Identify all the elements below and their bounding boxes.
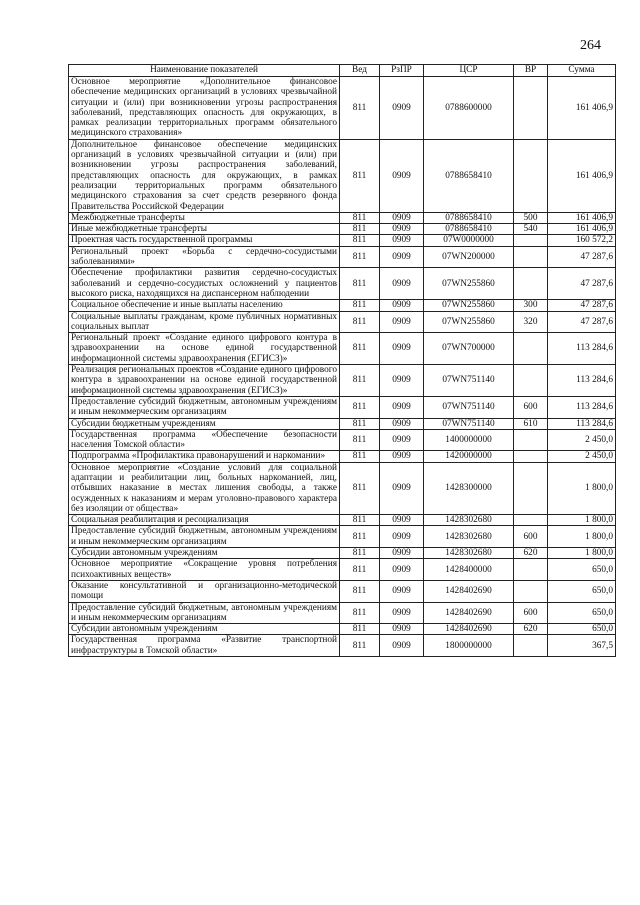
row-rzpr-cell: 0909: [380, 580, 424, 602]
row-sum-cell: 160 572,2: [548, 235, 616, 246]
row-name-cell: Социальные выплаты гражданам, кроме публичных нормативных социальных выплат: [69, 311, 340, 333]
table-row: [69, 462, 616, 514]
row-rzpr-cell: 0909: [380, 224, 424, 235]
row-name-cell: Проектная часть государственной программы: [69, 235, 340, 246]
row-sum-cell: 650,0: [548, 559, 616, 581]
table-row: [69, 268, 616, 300]
row-name-cell: Предоставление субсидий бюджетным, автономным учреждениям и иным некоммерческим организациям: [69, 526, 340, 548]
row-name-cell: Государственная программа «Обеспечение безопасности населения Томской области»: [69, 429, 340, 451]
row-csr-cell: 1428302680: [424, 526, 514, 548]
row-name-cell: Государственная программа «Развитие транспортной инфраструктуры в Томской области»: [69, 635, 340, 657]
row-rzpr-cell: 0909: [380, 429, 424, 451]
row-vr-cell: 620: [514, 624, 548, 635]
row-rzpr-cell: 0909: [380, 77, 424, 140]
row-ved-cell: 811: [340, 311, 380, 333]
row-csr-cell: 1428400000: [424, 559, 514, 581]
row-ved-cell: 811: [340, 300, 380, 311]
row-ved-cell: 811: [340, 212, 380, 223]
row-vr-cell: [514, 246, 548, 268]
row-sum-cell: 1 800,0: [548, 548, 616, 559]
row-csr-cell: 0788658410: [424, 139, 514, 212]
row-csr-cell: 1420000000: [424, 451, 514, 462]
row-sum-cell: 161 406,9: [548, 224, 616, 235]
row-vr-cell: 620: [514, 548, 548, 559]
table-row: [69, 418, 616, 429]
row-csr-cell: 0788658410: [424, 224, 514, 235]
row-vr-cell: 610: [514, 418, 548, 429]
row-sum-cell: 113 284,6: [548, 418, 616, 429]
row-sum-cell: 161 406,9: [548, 139, 616, 212]
row-csr-cell: 07WN751140: [424, 365, 514, 397]
row-name-cell: Предоставление субсидий бюджетным, автономным учреждениям и иным некоммерческим организациям: [69, 396, 340, 418]
row-rzpr-cell: 0909: [380, 212, 424, 223]
row-sum-cell: 1 800,0: [548, 526, 616, 548]
row-ved-cell: 811: [340, 559, 380, 581]
table-row: [69, 212, 616, 223]
row-name-cell: Дополнительное финансовое обеспечение медицинских организаций в условиях чрезвычайной ситуации и (или) при возникновении угрозы распространения заболеваний, представляющих опасность для окружающих, в рамках реализации территориальных программ обязательного медицинского страхования за счет средств резервного фонда Правительства Российской Федерации: [69, 139, 340, 212]
row-rzpr-cell: 0909: [380, 300, 424, 311]
row-csr-cell: 07WN751140: [424, 396, 514, 418]
row-rzpr-cell: 0909: [380, 246, 424, 268]
table-row: [69, 580, 616, 602]
header-csr: ЦСР: [424, 65, 514, 77]
header-ved: Вед: [340, 65, 380, 77]
row-name-cell: Основное мероприятие «Дополнительное финансовое обеспечение медицинских организаций в условиях чрезвычайной ситуации и (или) при возникновении угрозы распространения заболеваний, представляющих опасность для окружающих, в рамках реализации территориальных программ обязательного медицинского страхования»: [69, 77, 340, 140]
row-sum-cell: 161 406,9: [548, 212, 616, 223]
row-name-cell: Региональный проект «Борьба с сердечно-сосудистыми заболеваниями»: [69, 246, 340, 268]
row-vr-cell: 300: [514, 300, 548, 311]
row-rzpr-cell: 0909: [380, 418, 424, 429]
row-csr-cell: 1428300000: [424, 462, 514, 514]
row-sum-cell: 47 287,6: [548, 246, 616, 268]
table-row: [69, 635, 616, 657]
row-rzpr-cell: 0909: [380, 624, 424, 635]
table-header-row: [69, 65, 616, 77]
table-row: [69, 311, 616, 333]
row-csr-cell: 0788600000: [424, 77, 514, 140]
table-row: [69, 235, 616, 246]
table-row: [69, 624, 616, 635]
row-csr-cell: 07WN255860: [424, 311, 514, 333]
table-row: [69, 224, 616, 235]
page-number: 264: [580, 38, 601, 53]
row-ved-cell: 811: [340, 602, 380, 624]
row-sum-cell: 650,0: [548, 624, 616, 635]
row-rzpr-cell: 0909: [380, 635, 424, 657]
row-vr-cell: [514, 333, 548, 365]
row-vr-cell: 540: [514, 224, 548, 235]
row-csr-cell: 07WN700000: [424, 333, 514, 365]
table-row: [69, 526, 616, 548]
row-sum-cell: 367,5: [548, 635, 616, 657]
table-row: [69, 139, 616, 212]
table-row: [69, 429, 616, 451]
row-ved-cell: 811: [340, 429, 380, 451]
row-sum-cell: 113 284,6: [548, 365, 616, 397]
header-rzpr: РзПР: [380, 65, 424, 77]
row-sum-cell: 161 406,9: [548, 77, 616, 140]
row-vr-cell: 600: [514, 396, 548, 418]
row-vr-cell: 500: [514, 212, 548, 223]
table-row: [69, 548, 616, 559]
row-ved-cell: 811: [340, 624, 380, 635]
table-row: [69, 333, 616, 365]
row-ved-cell: 811: [340, 418, 380, 429]
table-row: [69, 602, 616, 624]
row-rzpr-cell: 0909: [380, 548, 424, 559]
row-ved-cell: 811: [340, 235, 380, 246]
row-ved-cell: 811: [340, 515, 380, 526]
row-vr-cell: [514, 451, 548, 462]
row-name-cell: Региональный проект «Создание единого цифрового контура в здравоохранении на основе единой государственной информационной системы здравоохранения (ЕГИСЗ)»: [69, 333, 340, 365]
budget-table: [68, 64, 616, 657]
row-ved-cell: 811: [340, 333, 380, 365]
row-name-cell: Иные межбюджетные трансферты: [69, 224, 340, 235]
row-rzpr-cell: 0909: [380, 365, 424, 397]
row-sum-cell: 650,0: [548, 602, 616, 624]
row-rzpr-cell: 0909: [380, 268, 424, 300]
row-sum-cell: 1 800,0: [548, 515, 616, 526]
table-row: [69, 246, 616, 268]
row-ved-cell: 811: [340, 139, 380, 212]
table-row: [69, 451, 616, 462]
table-row: [69, 365, 616, 397]
table-row: [69, 300, 616, 311]
row-rzpr-cell: 0909: [380, 333, 424, 365]
row-name-cell: Субсидии автономным учреждениям: [69, 624, 340, 635]
row-name-cell: Предоставление субсидий бюджетным, автономным учреждениям и иным некоммерческим организациям: [69, 602, 340, 624]
row-rzpr-cell: 0909: [380, 451, 424, 462]
header-sum: Сумма: [548, 65, 616, 77]
row-vr-cell: [514, 559, 548, 581]
row-vr-cell: [514, 235, 548, 246]
row-name-cell: Обеспечение профилактики развития сердечно-сосудистых заболеваний и сердечно-сосудистых осложнений у пациентов высокого риска, находящихся на диспансерном наблюдении: [69, 268, 340, 300]
row-vr-cell: [514, 268, 548, 300]
table-row: [69, 77, 616, 140]
row-vr-cell: [514, 515, 548, 526]
row-ved-cell: 811: [340, 246, 380, 268]
table-row: [69, 515, 616, 526]
row-name-cell: Межбюджетные трансферты: [69, 212, 340, 223]
row-ved-cell: 811: [340, 77, 380, 140]
row-name-cell: Социальная реабилитация и ресоциализация: [69, 515, 340, 526]
row-ved-cell: 811: [340, 548, 380, 559]
row-sum-cell: 1 800,0: [548, 462, 616, 514]
row-csr-cell: 0788658410: [424, 212, 514, 223]
row-name-cell: Реализация региональных проектов «Создание единого цифрового контура в здравоохранении на основе единой государственной информационной системы здравоохранения (ЕГИСЗ)»: [69, 365, 340, 397]
row-csr-cell: 07WN200000: [424, 246, 514, 268]
row-ved-cell: 811: [340, 526, 380, 548]
row-rzpr-cell: 0909: [380, 515, 424, 526]
row-rzpr-cell: 0909: [380, 526, 424, 548]
row-ved-cell: 811: [340, 365, 380, 397]
row-name-cell: Основное мероприятие «Сокращение уровня потребления психоактивных веществ»: [69, 559, 340, 581]
header-vr: ВР: [514, 65, 548, 77]
row-csr-cell: 07WN751140: [424, 418, 514, 429]
row-sum-cell: 2 450,0: [548, 451, 616, 462]
row-csr-cell: 07WN255860: [424, 300, 514, 311]
row-sum-cell: 47 287,6: [548, 268, 616, 300]
row-rzpr-cell: 0909: [380, 602, 424, 624]
row-ved-cell: 811: [340, 224, 380, 235]
row-csr-cell: 1800000000: [424, 635, 514, 657]
row-ved-cell: 811: [340, 580, 380, 602]
row-csr-cell: 1428402690: [424, 624, 514, 635]
row-vr-cell: [514, 580, 548, 602]
row-csr-cell: 1428302680: [424, 515, 514, 526]
row-rzpr-cell: 0909: [380, 139, 424, 212]
row-name-cell: Субсидии бюджетным учреждениям: [69, 418, 340, 429]
row-sum-cell: 47 287,6: [548, 300, 616, 311]
row-vr-cell: [514, 429, 548, 451]
row-sum-cell: 113 284,6: [548, 396, 616, 418]
row-sum-cell: 47 287,6: [548, 311, 616, 333]
row-ved-cell: 811: [340, 462, 380, 514]
row-vr-cell: 600: [514, 602, 548, 624]
row-csr-cell: 1428302680: [424, 548, 514, 559]
row-ved-cell: 811: [340, 635, 380, 657]
row-name-cell: Основное мероприятие «Создание условий для социальной адаптации и реабилитации лиц, больных наркоманией, лиц, отбывших наказание в местах лишения свободы, а также осужденных к наказаниям и мерам уголовно-правового характера без изоляции от общества»: [69, 462, 340, 514]
row-sum-cell: 2 450,0: [548, 429, 616, 451]
row-ved-cell: 811: [340, 268, 380, 300]
row-csr-cell: 1400000000: [424, 429, 514, 451]
row-ved-cell: 811: [340, 451, 380, 462]
row-rzpr-cell: 0909: [380, 235, 424, 246]
row-sum-cell: 113 284,6: [548, 333, 616, 365]
row-rzpr-cell: 0909: [380, 396, 424, 418]
row-name-cell: Оказание консультативной и организационно-методической помощи: [69, 580, 340, 602]
row-vr-cell: [514, 635, 548, 657]
row-vr-cell: [514, 365, 548, 397]
row-sum-cell: 650,0: [548, 580, 616, 602]
row-vr-cell: [514, 139, 548, 212]
row-vr-cell: 320: [514, 311, 548, 333]
row-csr-cell: 07WN255860: [424, 268, 514, 300]
row-name-cell: Субсидии автономным учреждениям: [69, 548, 340, 559]
row-csr-cell: 1428402690: [424, 602, 514, 624]
row-vr-cell: 600: [514, 526, 548, 548]
row-rzpr-cell: 0909: [380, 462, 424, 514]
row-name-cell: Подпрограмма «Профилактика правонарушений и наркомании»: [69, 451, 340, 462]
row-rzpr-cell: 0909: [380, 559, 424, 581]
row-csr-cell: 1428402690: [424, 580, 514, 602]
row-csr-cell: 07W0000000: [424, 235, 514, 246]
row-vr-cell: [514, 462, 548, 514]
header-name: Наименование показателей: [69, 65, 340, 77]
row-name-cell: Социальное обеспечение и иные выплаты населению: [69, 300, 340, 311]
row-rzpr-cell: 0909: [380, 311, 424, 333]
row-ved-cell: 811: [340, 396, 380, 418]
table-row: [69, 396, 616, 418]
table-row: [69, 559, 616, 581]
row-vr-cell: [514, 77, 548, 140]
